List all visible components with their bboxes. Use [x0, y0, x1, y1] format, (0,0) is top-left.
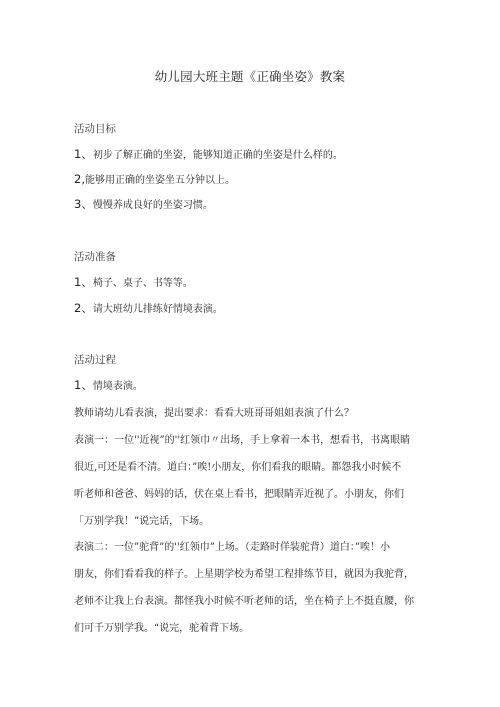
- goal-item-text: 慢慢养成良好的坐姿习惯。: [92, 200, 213, 211]
- process-line: 老师不让我上台表演。都怪我小时候不听老师的话，坐在椅子上不挺直腰，你: [74, 596, 414, 607]
- prep-item-number: 1、: [74, 275, 93, 289]
- process-step-1: [74, 377, 143, 393]
- goal-item-text: 能够用正确的坐姿坐五分钟以上。: [84, 175, 235, 186]
- section-heading-process: 活动过程: [74, 354, 116, 366]
- prep-item-text: 请大班幼儿排练好情境表演。: [92, 304, 223, 315]
- process-step-number: 1、: [74, 378, 93, 392]
- process-line: 教师请幼儿看表演，提出要求：看看大班哥哥姐姐表演了什么？: [74, 408, 354, 419]
- goal-item-text: 初步了解正确的坐姿，能够知道正确的坐姿是什么样的。: [92, 150, 343, 161]
- prep-item-text: 椅子、桌子、书等等。: [92, 278, 193, 289]
- process-line: 们可千万别学我。“说完，驼着背下场。: [74, 623, 250, 634]
- goal-item-3: [74, 196, 213, 212]
- process-line: 听老师和爸爸、妈妈的话，伏在桌上看书，把眼睛弄近视了。小朋友，你们: [74, 489, 404, 500]
- section-heading-prep: 活动准备: [74, 251, 116, 263]
- goal-item-number: 2,: [74, 172, 85, 186]
- prep-item-2: [74, 300, 223, 316]
- goal-item-number: 3、: [74, 197, 93, 211]
- goal-item-number: 1、: [74, 147, 93, 161]
- prep-item-1: [74, 274, 193, 290]
- prep-item-number: 2、: [74, 301, 93, 315]
- process-line: 朋友，你们看看我的样子。上星期学校为希望工程排练节目，就因为我驼背，: [74, 569, 414, 580]
- section-heading-goals: 活动目标: [74, 123, 116, 135]
- goal-item-2: [74, 171, 235, 186]
- process-step-text: 情境表演。: [92, 381, 143, 392]
- page-title: 幼儿园大班主题《正确坐姿》教案: [154, 69, 346, 84]
- process-line: 表演二：一位”驼背”的''红领巾”上场。（走路时佯装驼背）道白：”唉！小: [74, 542, 390, 553]
- goal-item-1: [74, 146, 343, 162]
- process-line: 「万别学我！”说完话，下场。: [74, 516, 210, 527]
- process-line: 表演一：一位''近视”的''红领巾〃出场，手上拿着一本书，想看书，书离眼睛: [74, 435, 411, 446]
- process-line: 很近,可还是看不清。道白：”唉!小朋友，你们看我的眼睛。都怨我小时候不: [74, 462, 402, 473]
